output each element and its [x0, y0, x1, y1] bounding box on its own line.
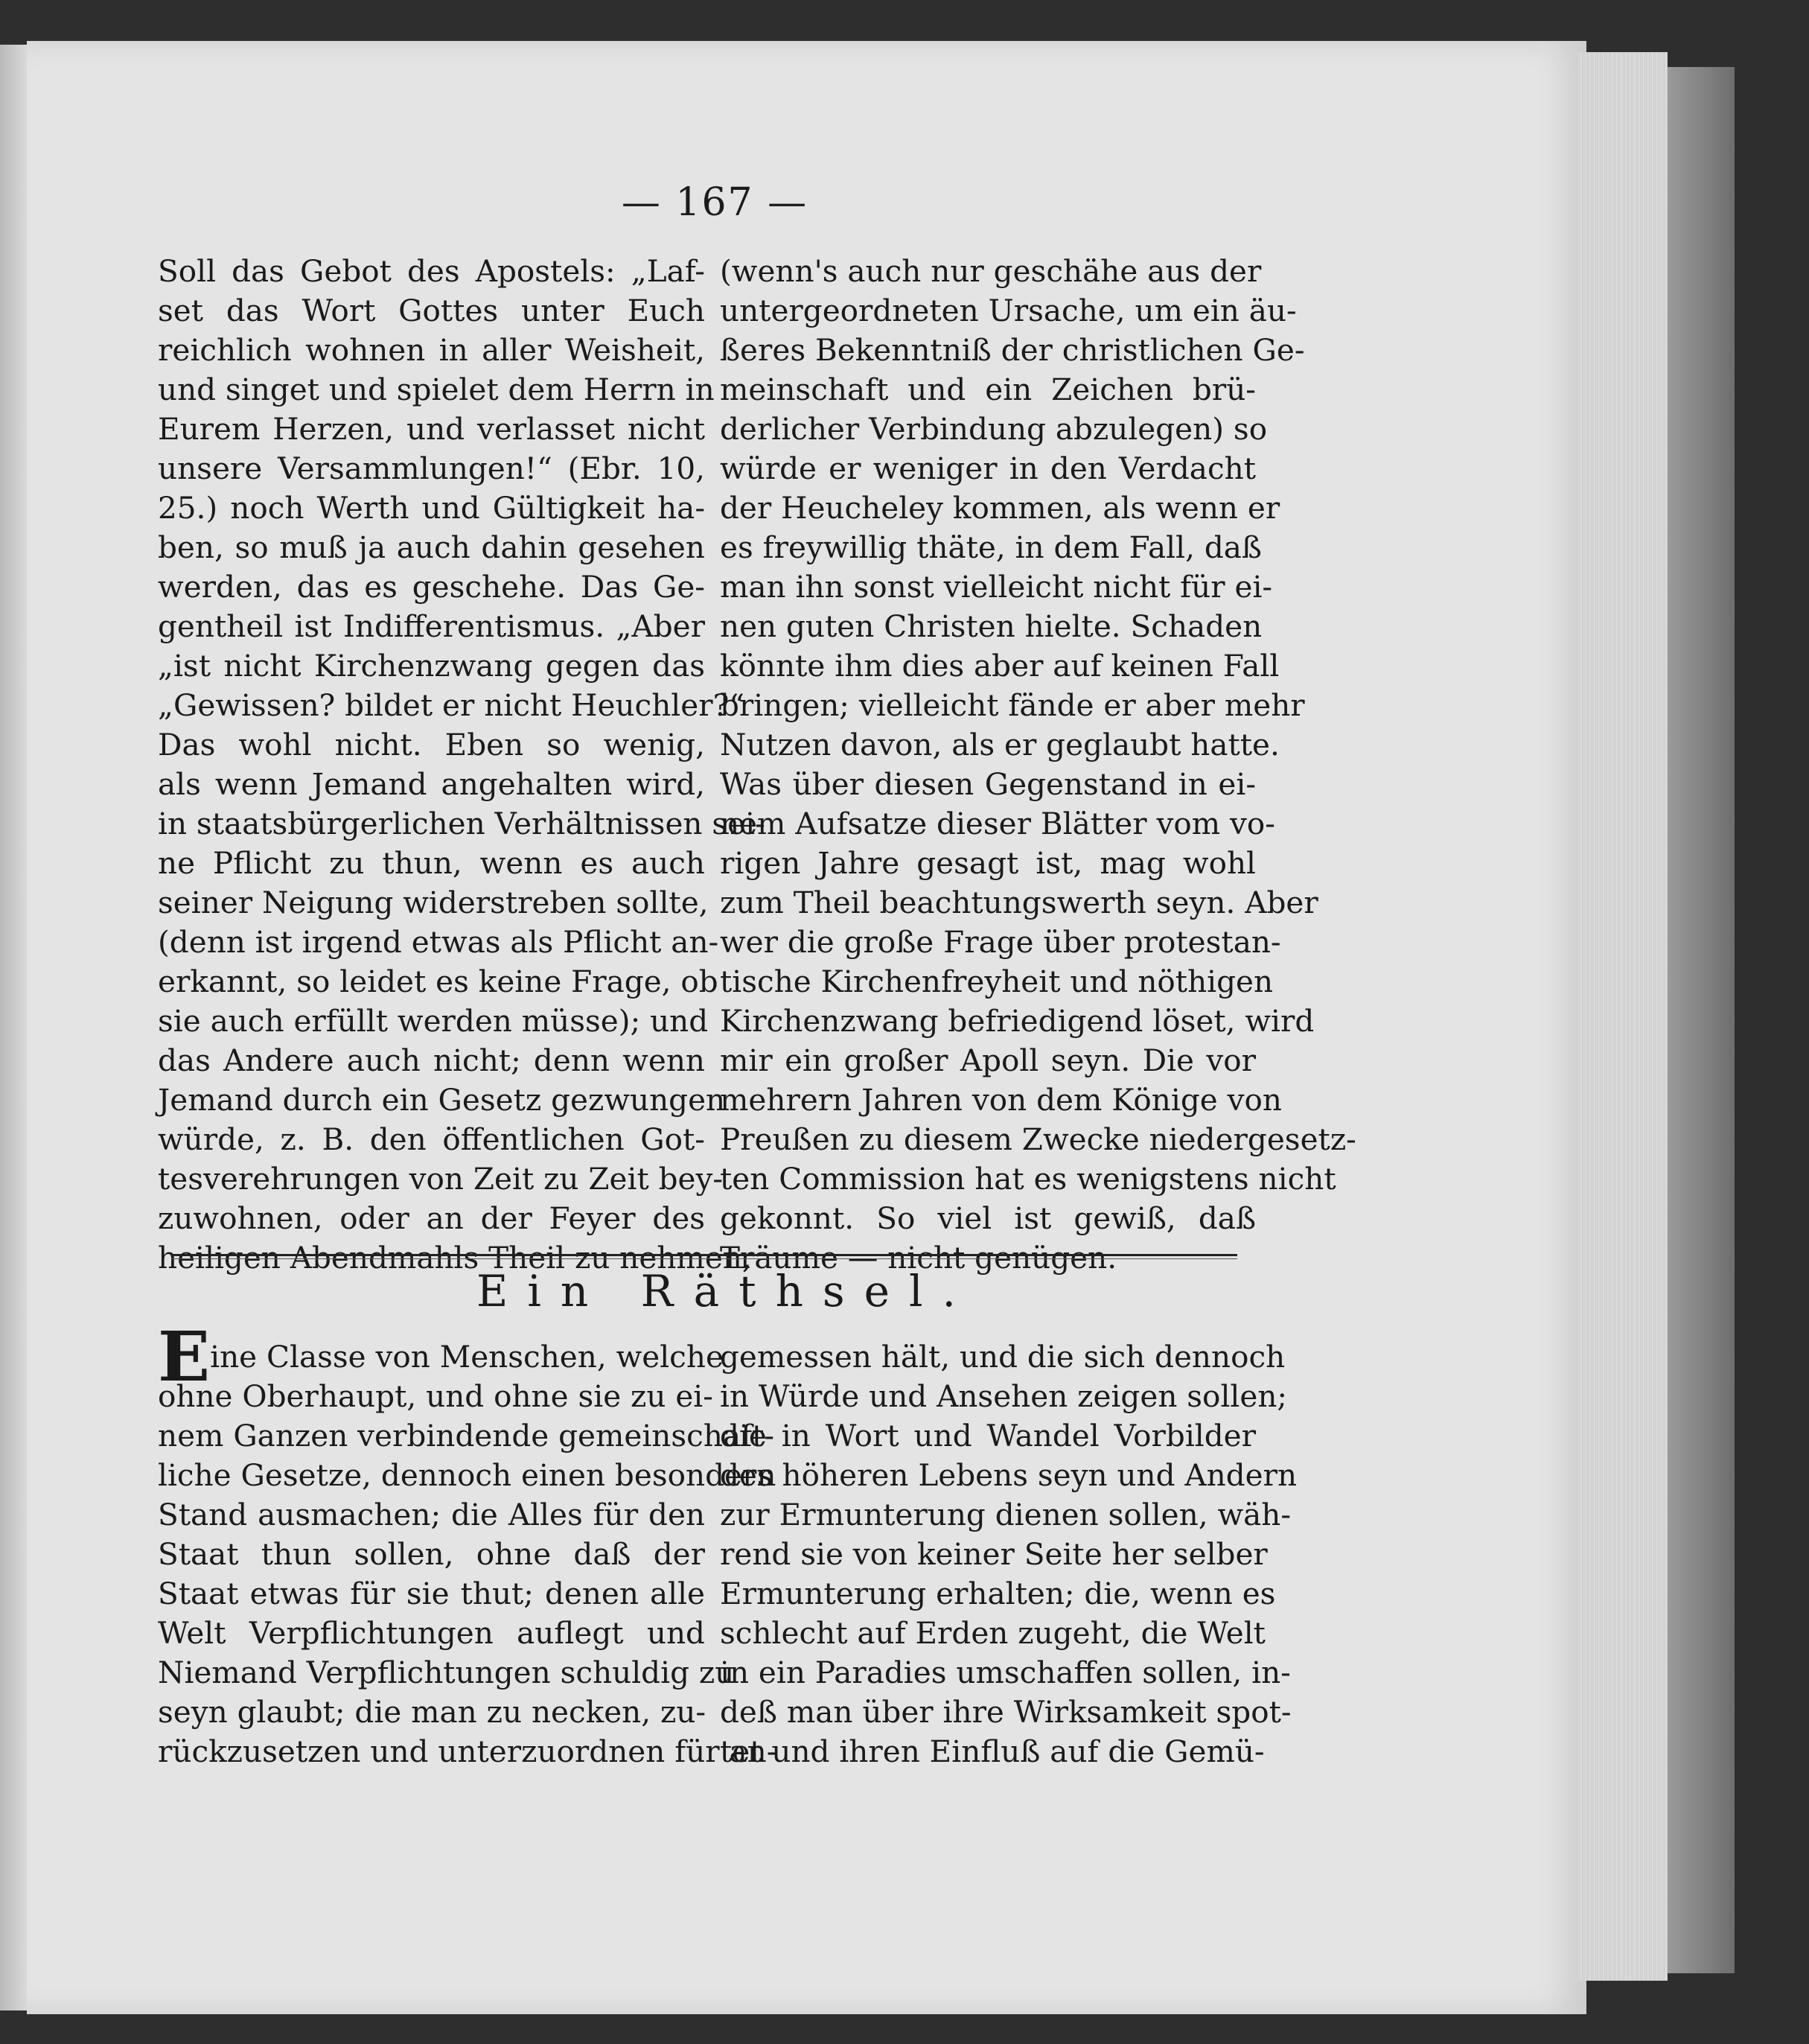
- text-line: seiner Neigung widerstreben sollte,: [158, 885, 709, 920]
- text-line: in Würde und Ansehen zeigen sollen;: [720, 1378, 1288, 1414]
- text-line: Staat thun sollen, ohne daß der: [158, 1536, 705, 1572]
- text-line: sie auch erfüllt werden müsse); und: [158, 1003, 709, 1039]
- text-line: könnte ihm dies aber auf keinen Fall: [720, 648, 1280, 684]
- text-line: ne Pflicht zu thun, wenn es auch: [158, 845, 705, 881]
- text-line: nen guten Christen hielte. Schaden: [720, 608, 1263, 644]
- text-line: liche Gesetze, dennoch einen besondern: [158, 1457, 776, 1493]
- text-line: ben, so muß ja auch dahin gesehen: [158, 529, 705, 565]
- text-line: deß man über ihre Wirksamkeit spot-: [720, 1694, 1292, 1730]
- text-line: Niemand Verpflichtungen schuldig zu: [158, 1655, 735, 1690]
- text-line: mir ein großer Apoll seyn. Die vor: [720, 1042, 1256, 1078]
- bottom-right-column: [720, 1337, 1298, 1771]
- text-line: gekonnt. So viel ist gewiß, daß: [720, 1200, 1256, 1236]
- text-line: Kirchenzwang befriedigend löset, wird: [720, 1003, 1315, 1039]
- drop-cap: E: [158, 1316, 211, 1397]
- text-line: und singet und spielet dem Herrn in: [158, 372, 715, 407]
- text-line: Soll das Gebot des Apostels: „Laf-: [158, 253, 705, 289]
- text-line: (denn ist irgend etwas als Pflicht an-: [158, 924, 719, 960]
- page-number: — 167 —: [621, 180, 808, 225]
- text-line: nem Ganzen verbindende gemeinschaft-: [158, 1418, 775, 1454]
- text-line: Träume — nicht genügen.: [720, 1240, 1117, 1276]
- text-line: „ist nicht Kirchenzwang gegen das: [158, 648, 705, 684]
- text-line: als wenn Jemand angehalten wird,: [158, 766, 705, 802]
- text-line: rend sie von keiner Seite her selber: [720, 1536, 1268, 1572]
- text-line: gemessen hält, und die sich dennoch: [720, 1339, 1286, 1375]
- text-line: Stand ausmachen; die Alles für den: [158, 1497, 705, 1532]
- text-line: man ihn sonst vielleicht nicht für ei-: [720, 569, 1273, 605]
- left-page-edge: [0, 45, 27, 2010]
- section-title: Ein Räthsel.: [476, 1266, 975, 1316]
- first-line-text: ine Classe von Menschen, welche: [210, 1339, 724, 1375]
- text-line: derlicher Verbindung abzulegen) so: [720, 411, 1268, 447]
- text-line: seyn glaubt; die man zu necken, zu-: [158, 1694, 706, 1730]
- text-line: zum Theil beachtungswerth seyn. Aber: [720, 885, 1318, 920]
- text-line: untergeordneten Ursache, um ein äu-: [720, 293, 1297, 328]
- top-left-column: [158, 252, 765, 1278]
- text-line: Eurem Herzen, und verlasset nicht: [158, 411, 705, 447]
- text-line: des höheren Lebens seyn und Andern: [720, 1457, 1298, 1493]
- text-line: in ein Paradies umschaffen sollen, in-: [720, 1655, 1291, 1690]
- text-line: es freywillig thäte, in dem Fall, daß: [720, 529, 1262, 565]
- text-line: Jemand durch ein Gesetz gezwungen: [158, 1082, 726, 1118]
- text-line: ßeres Bekenntniß der christlichen Ge-: [720, 332, 1305, 368]
- text-line: Ermunterung erhalten; die, wenn es: [720, 1576, 1276, 1611]
- text-line: reichlich wohnen in aller Weisheit,: [158, 332, 705, 368]
- text-line: wer die große Frage über protestan-: [720, 924, 1281, 960]
- text-line: schlecht auf Erden zugeht, die Welt: [720, 1615, 1266, 1651]
- text-line: mehrern Jahren von dem Könige von: [720, 1082, 1282, 1118]
- text-line: meinschaft und ein Zeichen brü-: [720, 372, 1256, 407]
- text-line: der Heucheley kommen, als wenn er: [720, 490, 1280, 526]
- text-line: zuwohnen, oder an der Feyer des: [158, 1200, 705, 1236]
- text-line: rückzusetzen und unterzuordnen für an-: [158, 1733, 777, 1769]
- text-line: Staat etwas für sie thut; denen alle: [158, 1576, 705, 1611]
- text-line: das Andere auch nicht; denn wenn: [158, 1042, 705, 1078]
- text-line: Was über diesen Gegenstand in ei-: [720, 766, 1256, 802]
- text-line: nem Aufsatze dieser Blätter vom vo-: [720, 806, 1275, 841]
- bottom-left-column: [158, 1316, 777, 1771]
- text-line: heiligen Abendmahls Theil zu nehmen,: [158, 1240, 752, 1276]
- text-line: 25.) noch Werth und Gültigkeit ha-: [158, 490, 705, 526]
- text-line: würde, z. B. den öffentlichen Got-: [158, 1121, 705, 1157]
- text-line: würde er weniger in den Verdacht: [720, 450, 1256, 486]
- text-line: set das Wort Gottes unter Euch: [158, 293, 705, 328]
- text-line: die in Wort und Wandel Vorbilder: [720, 1418, 1256, 1454]
- section-divider-thin: [171, 1258, 1237, 1259]
- text-line: Nutzen davon, als er geglaubt hatte.: [720, 727, 1280, 762]
- text-line: Welt Verpflichtungen auflegt und: [158, 1615, 705, 1651]
- text-line: rigen Jahre gesagt ist, mag wohl: [720, 845, 1256, 881]
- text-line: ten Commission hat es wenigstens nicht: [720, 1161, 1336, 1197]
- text-line: werden, das es geschehe. Das Ge-: [158, 569, 705, 605]
- book-cover-edge: [1668, 67, 1735, 1973]
- section-divider: [171, 1254, 1237, 1256]
- text-line: in staatsbürgerlichen Verhältnissen sei-: [158, 806, 765, 841]
- text-line: erkannt, so leidet es keine Frage, ob: [158, 964, 718, 999]
- text-line: tische Kirchenfreyheit und nöthigen: [720, 964, 1274, 999]
- text-line: unsere Versammlungen!“ (Ebr. 10,: [158, 450, 705, 486]
- text-line: (wenn's auch nur geschähe aus der: [720, 253, 1262, 289]
- text-line: tesverehrungen von Zeit zu Zeit bey-: [158, 1161, 724, 1197]
- text-line: Preußen zu diesem Zwecke niedergesetz-: [720, 1121, 1356, 1157]
- text-line: ohne Oberhaupt, und ohne sie zu ei-: [158, 1378, 713, 1414]
- page-stack-edge: [1578, 52, 1668, 1981]
- text-line: gentheil ist Indifferentismus. „Aber: [158, 608, 705, 644]
- text-line: bringen; vielleicht fände er aber mehr: [720, 687, 1305, 723]
- top-right-column: [720, 252, 1356, 1278]
- text-line: „Gewissen? bildet er nicht Heuchler?“: [158, 687, 744, 723]
- text-line: tet und ihren Einfluß auf die Gemü-: [720, 1733, 1265, 1769]
- text-line: Das wohl nicht. Eben so wenig,: [158, 727, 705, 762]
- text-line: zur Ermunterung dienen sollen, wäh-: [720, 1497, 1292, 1532]
